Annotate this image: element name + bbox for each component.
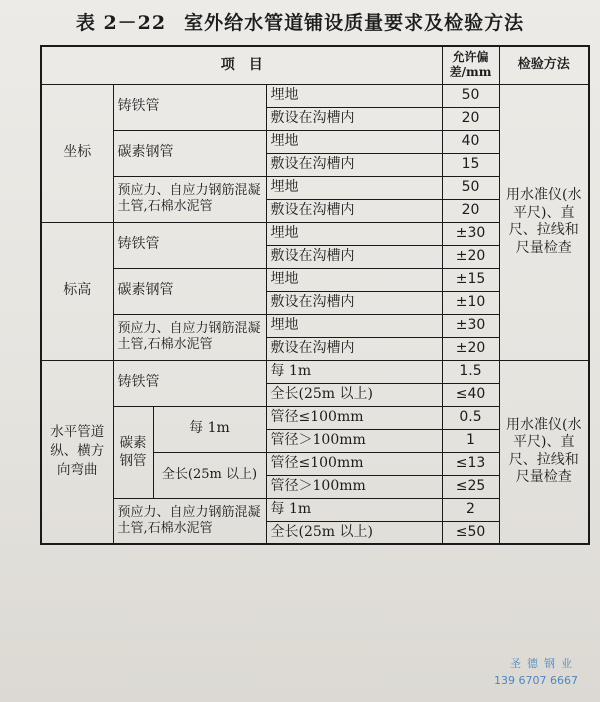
condition-per-1m: 每 1m [153,406,266,452]
condition-buried: 埋地 [266,130,442,153]
header-item: 项 目 [41,46,442,84]
tolerance-value: ±10 [442,291,499,314]
tolerance-value: ±30 [442,314,499,337]
group-coordinate: 坐标 [41,84,113,222]
condition-per-1m: 每 1m [266,360,442,383]
table-row [41,360,589,383]
condition-buried: 埋地 [266,268,442,291]
pipe-carbon-steel-short: 碳素钢管 [113,406,153,498]
quality-requirements-table [40,45,590,545]
table-row [41,84,589,107]
condition-per-1m: 每 1m [266,498,442,521]
pipe-prestressed: 预应力、自应力钢筋混凝土管,石棉水泥管 [113,498,266,544]
header-tolerance: 允许偏差/mm [442,46,499,84]
header-row [41,46,589,84]
tolerance-value: ±15 [442,268,499,291]
tolerance-value: 0.5 [442,406,499,429]
tolerance-value: 1.5 [442,360,499,383]
pipe-carbon-steel: 碳素钢管 [113,268,266,314]
tolerance-value: 1 [442,429,499,452]
condition-full-length: 全长(25m 以上) [266,521,442,544]
pipe-prestressed: 预应力、自应力钢筋混凝土管,石棉水泥管 [113,176,266,222]
condition-buried: 埋地 [266,176,442,199]
condition-dia-gt-100: 管径＞100mm [266,429,442,452]
header-method: 检验方法 [499,46,589,84]
tolerance-value: 40 [442,130,499,153]
condition-trench: 敷设在沟槽内 [266,291,442,314]
condition-trench: 敷设在沟槽内 [266,199,442,222]
condition-trench: 敷设在沟槽内 [266,107,442,130]
condition-dia-le-100: 管径≤100mm [266,452,442,475]
tolerance-value: 15 [442,153,499,176]
condition-dia-gt-100: 管径＞100mm [266,475,442,498]
table-title [0,8,600,35]
condition-trench: 敷设在沟槽内 [266,153,442,176]
condition-trench: 敷设在沟槽内 [266,337,442,360]
inspection-method-coord-elev: 用水准仪(水平尺)、直尺、拉线和尺量检查 [499,84,589,360]
tolerance-value: 50 [442,84,499,107]
condition-dia-le-100: 管径≤100mm [266,406,442,429]
watermark [494,655,578,690]
tolerance-value: ≤40 [442,383,499,406]
condition-buried: 埋地 [266,84,442,107]
tolerance-value: ±20 [442,245,499,268]
pipe-carbon-steel: 碳素钢管 [113,130,266,176]
tolerance-value: 20 [442,107,499,130]
pipe-prestressed: 预应力、自应力钢筋混凝土管,石棉水泥管 [113,314,266,360]
condition-trench: 敷设在沟槽内 [266,245,442,268]
condition-buried: 埋地 [266,222,442,245]
tolerance-value: ≤50 [442,521,499,544]
group-elevation: 标高 [41,222,113,360]
group-bend: 水平管道纵、横方向弯曲 [41,360,113,544]
tolerance-value: 50 [442,176,499,199]
tolerance-value: ≤13 [442,452,499,475]
tolerance-value: 20 [442,199,499,222]
inspection-method-bend: 用水准仪(水平尺)、直尺、拉线和尺量检查 [499,360,589,544]
tolerance-value: ±20 [442,337,499,360]
tolerance-value: 2 [442,498,499,521]
condition-full-length-sub: 全长(25m 以上) [153,452,266,498]
pipe-cast-iron: 铸铁管 [113,360,266,406]
pipe-cast-iron: 铸铁管 [113,84,266,130]
tolerance-value: ±30 [442,222,499,245]
watermark-phone: 139 6707 6667 [494,674,578,688]
watermark-company: 圣德钢业 [510,656,578,670]
condition-buried: 埋地 [266,314,442,337]
tolerance-value: ≤25 [442,475,499,498]
condition-full-length: 全长(25m 以上) [266,383,442,406]
pipe-cast-iron: 铸铁管 [113,222,266,268]
table-number: 表 2－22 [75,12,167,34]
table-title-text: 室外给水管道铺设质量要求及检验方法 [184,12,525,34]
